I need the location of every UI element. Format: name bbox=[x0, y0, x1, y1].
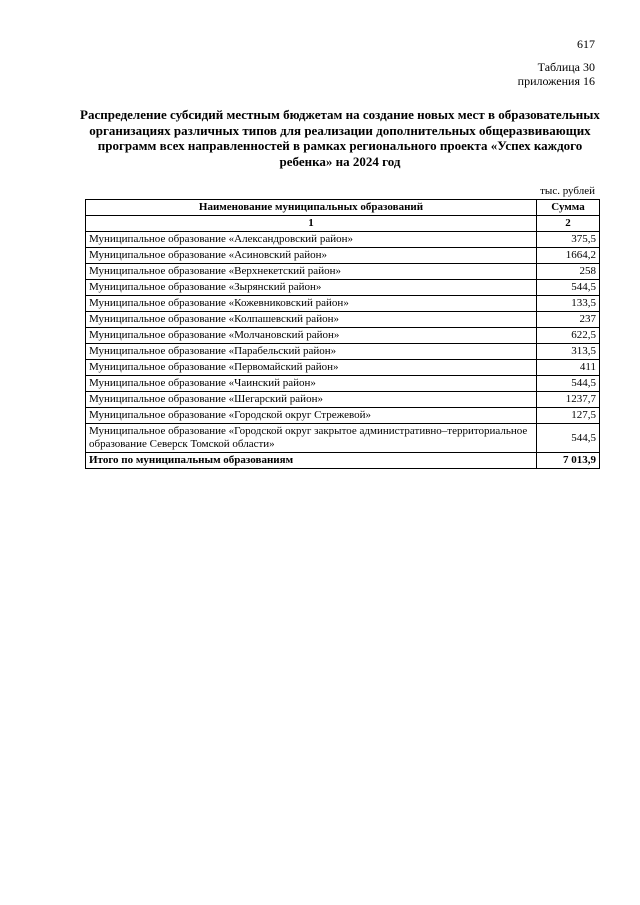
subsidy-sum: 237 bbox=[537, 312, 600, 328]
column-number-1: 1 bbox=[86, 216, 537, 232]
table-row bbox=[86, 424, 600, 453]
header-sum: Сумма bbox=[537, 200, 600, 216]
subsidy-sum: 127,5 bbox=[537, 408, 600, 424]
municipality-name: Муниципальное образование «Зырянский район» bbox=[86, 280, 537, 296]
appendix-number: приложения 16 bbox=[517, 74, 595, 88]
subsidy-table bbox=[85, 199, 600, 469]
table-row bbox=[86, 376, 600, 392]
total-sum: 7 013,9 bbox=[537, 453, 600, 469]
subsidy-sum: 375,5 bbox=[537, 232, 600, 248]
table-row bbox=[86, 280, 600, 296]
municipality-name: Муниципальное образование «Парабельский район» bbox=[86, 344, 537, 360]
municipality-name: Муниципальное образование «Шегарский район» bbox=[86, 392, 537, 408]
table-row bbox=[86, 232, 600, 248]
municipality-name: Муниципальное образование «Молчановский район» bbox=[86, 328, 537, 344]
page-number: 617 bbox=[577, 37, 595, 51]
subsidy-sum: 1237,7 bbox=[537, 392, 600, 408]
subsidy-sum: 622,5 bbox=[537, 328, 600, 344]
municipality-name: Муниципальное образование «Кожевниковский район» bbox=[86, 296, 537, 312]
table-number: Таблица 30 bbox=[537, 60, 595, 74]
municipality-name: Муниципальное образование «Чаинский район» bbox=[86, 376, 537, 392]
subsidy-sum: 544,5 bbox=[537, 424, 600, 453]
subsidy-sum: 133,5 bbox=[537, 296, 600, 312]
table-row bbox=[86, 392, 600, 408]
table-row bbox=[86, 296, 600, 312]
table-row bbox=[86, 264, 600, 280]
subsidy-sum: 544,5 bbox=[537, 376, 600, 392]
table-row bbox=[86, 328, 600, 344]
municipality-name: Муниципальное образование «Колпашевский район» bbox=[86, 312, 537, 328]
table-row bbox=[86, 408, 600, 424]
subsidy-sum: 313,5 bbox=[537, 344, 600, 360]
municipality-name: Муниципальное образование «Первомайский район» bbox=[86, 360, 537, 376]
unit-label: тыс. рублей bbox=[540, 185, 595, 197]
municipality-name: Муниципальное образование «Городской округ Стрежевой» bbox=[86, 408, 537, 424]
subsidy-sum: 411 bbox=[537, 360, 600, 376]
table-row bbox=[86, 248, 600, 264]
table-row bbox=[86, 344, 600, 360]
municipality-name: Муниципальное образование «Верхнекетский район» bbox=[86, 264, 537, 280]
header-row bbox=[86, 200, 600, 216]
total-row bbox=[86, 453, 600, 469]
column-number-row bbox=[86, 216, 600, 232]
table-reference bbox=[395, 60, 595, 88]
table-row bbox=[86, 312, 600, 328]
subsidy-sum: 544,5 bbox=[537, 280, 600, 296]
subsidy-sum: 1664,2 bbox=[537, 248, 600, 264]
municipality-name: Муниципальное образование «Городской округ закрытое административно–территориальное образование Северск Томской области» bbox=[86, 424, 537, 453]
document-title: Распределение субсидий местным бюджетам на создание новых мест в образовательных организациях различных типов для реализации дополнительных общеразвивающих программ всех направленностей в рамках регионального проекта «Успех каждого ребенка» на 2024 год bbox=[80, 107, 600, 169]
column-number-2: 2 bbox=[537, 216, 600, 232]
municipality-name: Муниципальное образование «Асиновский район» bbox=[86, 248, 537, 264]
total-label: Итого по муниципальным образованиям bbox=[86, 453, 537, 469]
municipality-name: Муниципальное образование «Александровский район» bbox=[86, 232, 537, 248]
subsidy-sum: 258 bbox=[537, 264, 600, 280]
table-row bbox=[86, 360, 600, 376]
header-name: Наименование муниципальных образований bbox=[86, 200, 537, 216]
